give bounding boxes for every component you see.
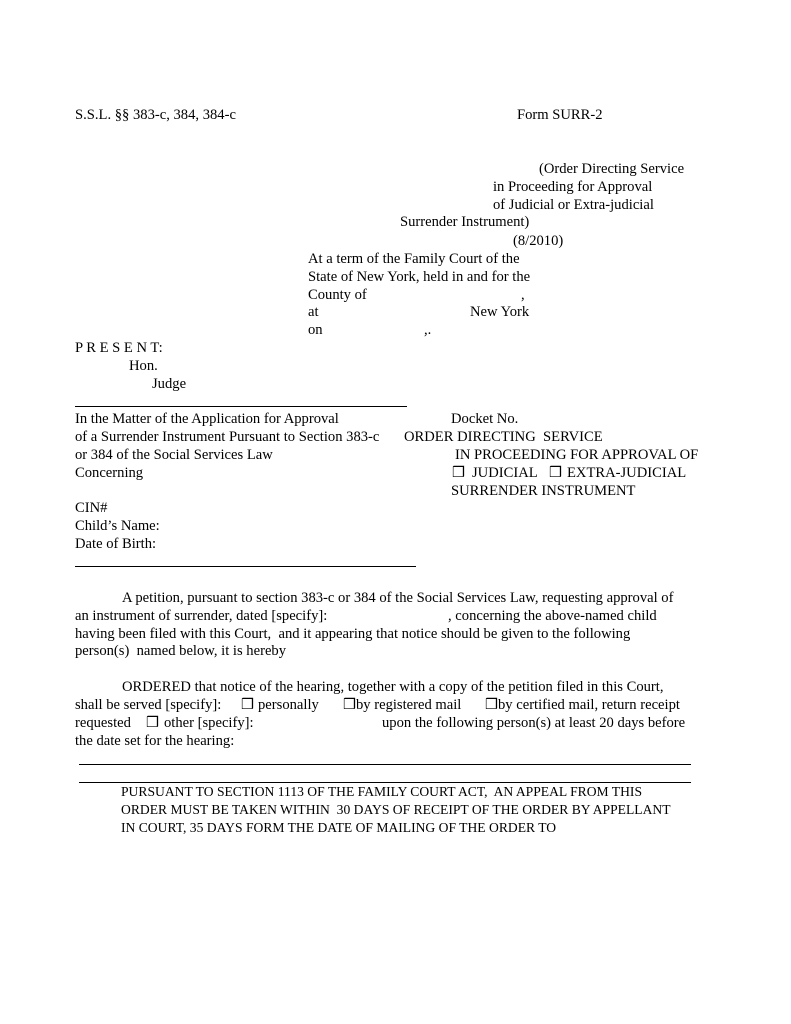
- appeal-notice-line-2: ORDER MUST BE TAKEN WITHIN 30 DAYS OF RECEIPT OF THE ORDER BY APPELLANT: [121, 802, 671, 817]
- personally-label: personally: [258, 697, 319, 713]
- judge-label: Judge: [152, 376, 187, 392]
- paragraph-2-line-2a: shall be served [specify]:: [75, 697, 222, 713]
- on-label: on: [308, 322, 323, 338]
- paragraph-1-line-2a: an instrument of surrender, dated [specify]:: [75, 608, 328, 624]
- form-id: Form SURR-2: [517, 107, 603, 123]
- order-title-line-1: ORDER DIRECTING SERVICE: [404, 429, 603, 445]
- court-term-line-1: At a term of the Family Court of the: [308, 251, 520, 267]
- caption-line-2: of a Surrender Instrument Pursuant to Section 383-c: [75, 429, 380, 445]
- caption-line-1: In the Matter of the Application for Approval: [75, 411, 339, 427]
- statute-citation: S.S.L. §§ 383-c, 384, 384-c: [75, 107, 236, 123]
- paragraph-1-line-4: person(s) named below, it is hereby: [75, 643, 287, 659]
- caption-bottom-rule: [75, 566, 416, 567]
- child-name-label: Child’s Name:: [75, 518, 160, 534]
- paragraph-2-line-3a: requested: [75, 715, 131, 731]
- other-label: other [specify]:: [164, 715, 254, 731]
- state-name: New York: [470, 304, 530, 320]
- present-label: P R E S E N T:: [75, 340, 163, 356]
- order-title-line-4: SURRENDER INSTRUMENT: [451, 483, 636, 499]
- certified-mail-label: by certified mail, return receipt: [498, 697, 680, 713]
- registered-mail-label: by registered mail: [356, 697, 462, 713]
- county-comma: ,: [521, 287, 525, 303]
- persons-line-1[interactable]: [79, 764, 691, 765]
- court-term-line-2: State of New York, held in and for the: [308, 269, 531, 285]
- caption-line-3: or 384 of the Social Services Law: [75, 447, 273, 463]
- extra-judicial-checkbox[interactable]: ❒: [549, 465, 563, 481]
- form-title-line-2: in Proceeding for Approval: [493, 179, 653, 195]
- form-title-line-1: (Order Directing Service: [539, 161, 685, 177]
- paragraph-1-line-2b: , concerning the above-named child: [448, 608, 657, 624]
- certified-mail-checkbox[interactable]: ❒: [485, 697, 499, 713]
- form-title-line-4: Surrender Instrument): [400, 214, 530, 230]
- paragraph-2-line-3b: upon the following person(s) at least 20 days before: [382, 715, 686, 731]
- form-title-line-3: of Judicial or Extra-judicial: [493, 197, 654, 213]
- caption-line-4: Concerning: [75, 465, 144, 481]
- paragraph-2-line-1: ORDERED that notice of the hearing, together with a copy of the petition filed in this Court,: [122, 679, 664, 695]
- judicial-checkbox[interactable]: ❒: [452, 465, 466, 481]
- order-title-line-2: IN PROCEEDING FOR APPROVAL OF: [455, 447, 699, 463]
- county-label: County of: [308, 287, 367, 303]
- paragraph-2-line-4: the date set for the hearing:: [75, 733, 235, 749]
- appeal-notice-line-3: IN COURT, 35 DAYS FORM THE DATE OF MAILING OF THE ORDER TO: [121, 820, 557, 835]
- dob-label: Date of Birth:: [75, 536, 157, 552]
- extra-judicial-label: EXTRA-JUDICIAL: [567, 465, 687, 481]
- other-checkbox[interactable]: ❒: [146, 715, 160, 731]
- judicial-label: JUDICIAL: [472, 465, 538, 481]
- personally-checkbox[interactable]: ❒: [241, 697, 255, 713]
- registered-mail-checkbox[interactable]: ❒: [343, 697, 357, 713]
- form-revision: (8/2010): [513, 233, 564, 249]
- caption-top-rule: [75, 406, 407, 407]
- hon-label: Hon.: [129, 358, 158, 374]
- paragraph-1-line-1: A petition, pursuant to section 383-c or 384 of the Social Services Law, requesting approval of: [122, 590, 674, 606]
- appeal-notice-line-1: PURSUANT TO SECTION 1113 OF THE FAMILY COURT ACT, AN APPEAL FROM THIS: [121, 784, 643, 799]
- on-punctuation: ,.: [424, 322, 432, 338]
- docket-label: Docket No.: [451, 411, 519, 427]
- at-label: at: [308, 304, 319, 320]
- cin-label: CIN#: [75, 500, 108, 516]
- paragraph-1-line-3: having been filed with this Court, and it appearing that notice should be given to the following: [75, 626, 631, 642]
